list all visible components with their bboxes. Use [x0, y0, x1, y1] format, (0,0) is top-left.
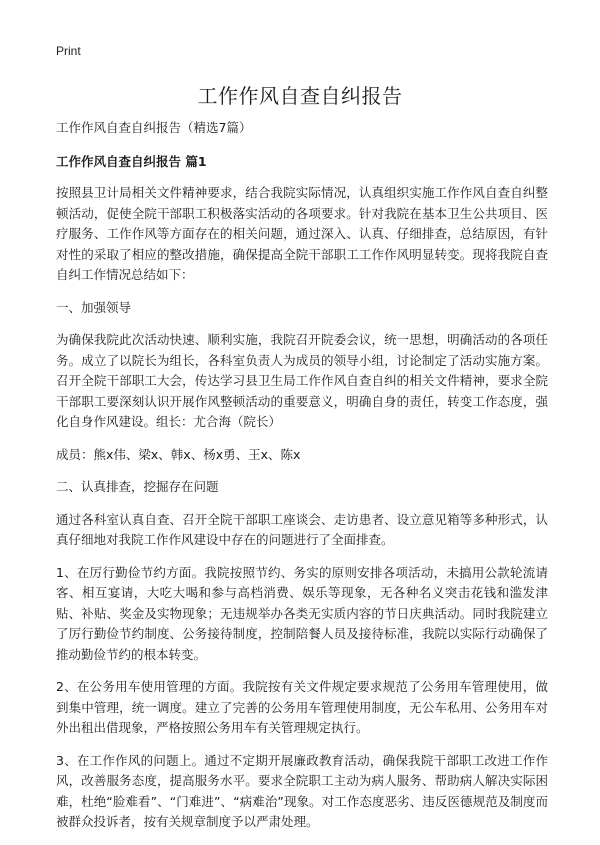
intro-paragraph: 按照县卫计局相关文件精神要求，结合我院实际情况，认真组织实施工作作风自查自纠整顿活动，促使全院干部职工积极落实活动的各项要求。针对我院在基本卫生公共项目、医疗服务、工作作风等方面存在的相关问题，通过深入、认真、仔细排查，总结原因，有针对性的采取了相应的整改措施，确保提高全院干部职工工作作风明显转变。现将我院自查自纠工作情况总结如下：: [56, 185, 548, 282]
document-body: [56, 118, 548, 845]
section-title: 工作作风自查自纠报告 篇1: [56, 153, 207, 169]
members-line: 成员：熊x伟、梁x、韩x、杨x勇、王x、陈x: [56, 446, 301, 462]
document-title: 工作作风自查自纠报告: [197, 84, 403, 108]
leadership-paragraph: 为确保我院此次活动快速、顺利实施，我院召开院委会议，统一思想，明确活动的各项任务。成立了以院长为组长，各科室负责人为成员的领导小组，讨论制定了活动实施方案。召开全院干部职工大会，传达学习县卫生局工作作风自查自纠的相关文件精神，要求全院干部职工要深刻认识开展作风整顿活动的重要意义，明确自身的责任，转变工作态度，强化自身作风建设。组长：尤合海（院长）: [56, 332, 548, 429]
item-3-paragraph: 3、在工作作风的问题上。通过不定期开展廉政教育活动，确保我院干部职工改进工作作风，改善服务态度，提高服务水平。要求全院职工主动为病人服务、帮助病人解决实际困难，杜绝“脸难看”、“门难进”、“病难治”现象。对工作态度恶劣、违反医德规范及制度而被群众投诉者，按有关规章制度予以严肃处理。: [56, 752, 548, 829]
item-2-paragraph: 2、在公务用车使用管理的方面。我院按有关文件规定要求规范了公务用车管理使用，做到集中管理，统一调度。建立了完善的公务用车管理使用制度，无公车私用、公务用车对外出租出借现象，严格按照公务用车有关管理规定执行。: [56, 679, 548, 735]
document-subtitle: 工作作风自查自纠报告（精选7篇）: [56, 120, 252, 135]
heading-strengthen-leadership: 一、加强领导: [56, 299, 132, 315]
heading-investigation: 二、认真排查，挖掘存在问题: [56, 479, 219, 494]
investigation-paragraph: 通过各科室认真自查、召开全院干部职工座谈会、走访患者、设立意见箱等多种形式，认真仔细地对我院工作作风建设中存在的问题进行了全面排查。: [56, 511, 548, 547]
print-label: Print: [56, 44, 81, 58]
item-1-paragraph: 1、在厉行勤俭节约方面。我院按照节约、务实的原则安排各项活动，未搞用公款轮流请客、相互宴请，大吃大喝和参与高档消费、娱乐等现象，无各种名义突击花钱和滥发津贴、补贴、奖金及实物现象；无违规举办各类无实质内容的节日庆典活动。同时我院建立了厉行勤俭节约制度、公务接待制度，控制陪餐人员及接待标准，我院以实际行动确保了推动勤俭节约的根本转变。: [56, 564, 548, 662]
